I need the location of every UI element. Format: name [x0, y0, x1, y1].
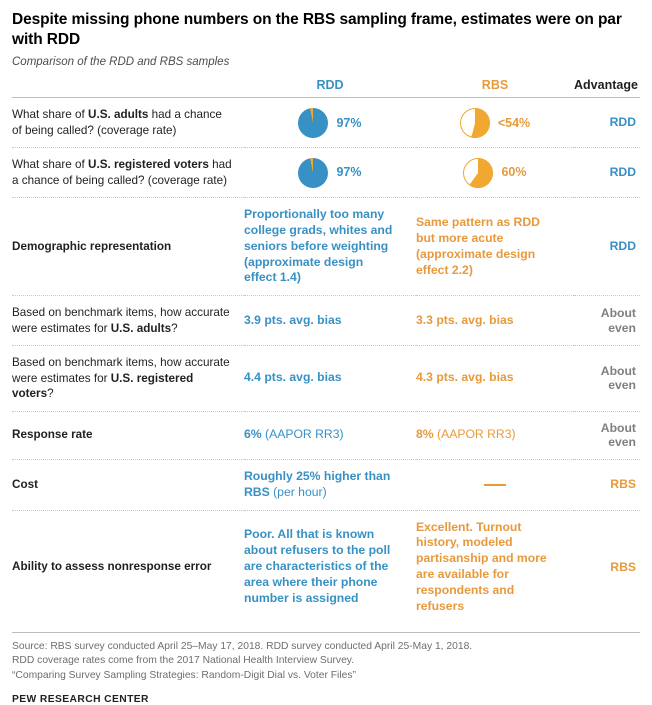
comparison-table	[12, 76, 640, 623]
donut-rdd-97-icon	[298, 108, 328, 138]
source-note-line: “Comparing Survey Sampling Strategies: Random-Digit Dial vs. Voter Files”	[12, 669, 356, 681]
advantage-accuracy-adults: About even	[574, 296, 640, 346]
row-label-cost: Cost	[12, 459, 244, 510]
source-notes	[12, 632, 640, 684]
table-row	[12, 411, 640, 459]
cell-rdd-demographic-representation: Proportionally too many college grads, whites and seniors before weighting (approximate design effect 1.4)	[244, 198, 416, 296]
source-note-line: Source: RBS survey conducted April 25–May 17, 2018. RDD survey conducted April 25-May 1, 2018.	[12, 640, 473, 652]
advantage-demographic-representation: RDD	[574, 198, 640, 296]
cell-rbs-demographic-representation: Same pattern as RDD but more acute (approximate design effect 2.2)	[416, 198, 574, 296]
table-row	[12, 98, 640, 148]
cell-rbs-accuracy-adults: 3.3 pts. avg. bias	[416, 296, 574, 346]
advantage-coverage-voters: RDD	[574, 148, 640, 198]
cell-rdd-nonresponse-error: Poor. All that is known about refusers to the poll are characteristics of the area where their phone number is assigned	[244, 510, 416, 624]
em-dash-icon	[484, 484, 506, 486]
value-rdd-coverage-adults: 97%	[336, 115, 362, 130]
cell-rbs-cost	[416, 459, 574, 510]
table-row	[12, 346, 640, 411]
donut-rbs-60-icon	[463, 158, 493, 188]
row-label-accuracy-voters: Based on benchmark items, how accurate were estimates for U.S. registered voters?	[12, 346, 244, 411]
donut-rdd-97-icon	[298, 158, 328, 188]
advantage-accuracy-voters: About even	[574, 346, 640, 411]
table-header-row	[12, 76, 640, 98]
column-header-label	[12, 76, 244, 98]
cell-rdd-response-rate: 6% (AAPOR RR3)	[244, 411, 416, 459]
table-row	[12, 510, 640, 624]
column-header-rdd: RDD	[316, 78, 344, 93]
value-rbs-coverage-adults: <54%	[497, 115, 531, 130]
table-row	[12, 459, 640, 510]
column-header-advantage: Advantage	[574, 78, 638, 93]
cell-rdd-cost: Roughly 25% higher than RBS (per hour)	[244, 459, 416, 510]
donut-rbs-54-icon	[460, 108, 490, 138]
advantage-cost: RBS	[574, 459, 640, 510]
cell-rdd-coverage-voters	[244, 148, 416, 198]
table-row	[12, 296, 640, 346]
row-label-demographic-representation: Demographic representation	[12, 198, 244, 296]
cell-rbs-accuracy-voters: 4.3 pts. avg. bias	[416, 346, 574, 411]
cell-rdd-accuracy-adults: 3.9 pts. avg. bias	[244, 296, 416, 346]
row-label-coverage-voters: What share of U.S. registered voters had a chance of being called? (coverage rate)	[12, 148, 244, 198]
cell-rbs-response-rate: 8% (AAPOR RR3)	[416, 411, 574, 459]
column-header-rbs: RBS	[481, 78, 509, 93]
value-rdd-coverage-voters: 97%	[336, 165, 362, 180]
value-rbs-coverage-voters: 60%	[501, 165, 527, 180]
row-label-accuracy-adults: Based on benchmark items, how accurate were estimates for U.S. adults?	[12, 296, 244, 346]
row-label-coverage-adults: What share of U.S. adults had a chance of being called? (coverage rate)	[12, 98, 244, 148]
row-label-nonresponse-error: Ability to assess nonresponse error	[12, 510, 244, 624]
source-note-line: RDD coverage rates come from the 2017 National Health Interview Survey.	[12, 655, 355, 667]
table-row	[12, 198, 640, 296]
page-subtitle: Comparison of the RDD and RBS samples	[12, 56, 230, 69]
advantage-nonresponse-error: RBS	[574, 510, 640, 624]
page-title: Despite missing phone numbers on the RBS sampling frame, estimates were on par with RDD	[12, 11, 622, 49]
cell-rdd-coverage-adults	[244, 98, 416, 148]
advantage-response-rate: About even	[574, 411, 640, 459]
cell-rbs-coverage-adults	[416, 98, 574, 148]
cell-rbs-coverage-voters	[416, 148, 574, 198]
cell-rbs-nonresponse-error: Excellent. Turnout history, modeled partisanship and more are available for respondents and refusers	[416, 510, 574, 624]
table-row	[12, 148, 640, 198]
cell-rdd-accuracy-voters: 4.4 pts. avg. bias	[244, 346, 416, 411]
advantage-coverage-adults: RDD	[574, 98, 640, 148]
row-label-response-rate: Response rate	[12, 411, 244, 459]
organization-footer: PEW RESEARCH CENTER	[12, 693, 149, 705]
